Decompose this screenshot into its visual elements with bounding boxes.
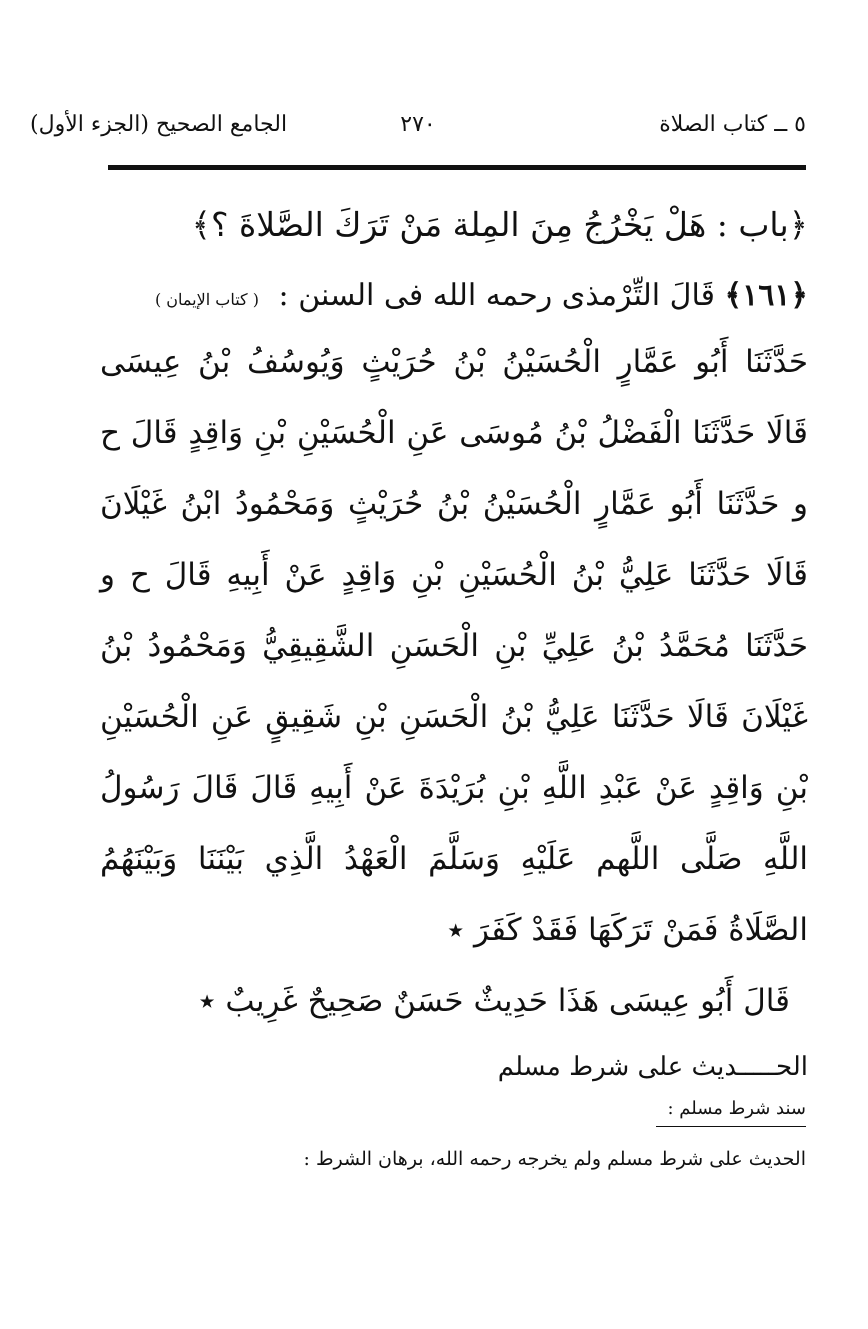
hadith-line: الصَّلَاةُ فَمَنْ تَرَكَهَا فَقَدْ كَفَرَ ٭ <box>447 912 808 948</box>
main-text <box>100 185 808 1097</box>
hadith-status: الحـــــديث على شرط مسلم <box>497 1052 808 1082</box>
hadith-grading: قَالَ أَبُو عِيسَى هَذَا حَدِيثٌ حَسَنٌ صَحِيحٌ غَرِيبٌ ٭ <box>198 983 790 1019</box>
hadith-line: غَيْلَانَ قَالَا حَدَّثَنَا عَلِيُّ بْنُ الْحَسَنِ بْنِ شَقِيقٍ عَنِ الْحُسَيْنِ <box>100 699 808 735</box>
hadith-heading <box>100 265 808 327</box>
hadith-intro: قَالَ التِّرْمذى رحمه الله فى السنن : <box>278 278 715 313</box>
hadith-line: حَدَّثَنَا أَبُو عَمَّارٍ الْحُسَيْنُ بْنُ حُرَيْثٍ وَيُوسُفُ بْنُ عِيسَى <box>100 344 808 380</box>
hadith-line: بْنِ وَاقِدٍ عَنْ عَبْدِ اللَّهِ بْنِ بُرَيْدَةَ عَنْ أَبِيهِ قَالَ قَالَ رَسُولُ <box>100 770 808 806</box>
hadith-number: ﴿١٦١﴾ <box>724 278 808 313</box>
hadith-line: قَالَا حَدَّثَنَا عَلِيُّ بْنُ الْحُسَيْنِ بْنِ وَاقِدٍ عَنْ أَبِيهِ قَالَ ح و <box>100 557 808 593</box>
footnote <box>60 1092 806 1179</box>
hadith-line: و حَدَّثَنَا أَبُو عَمَّارٍ الْحُسَيْنُ بْنُ حُرَيْثٍ وَمَحْمُودُ ابْنُ غَيْلَانَ <box>100 486 808 522</box>
source-reference: ( كتاب الإيمان ) <box>154 290 259 309</box>
footnote-text: الحديث على شرط مسلم ولم يخرجه رحمه الله، برهان الشرط : <box>303 1148 806 1170</box>
hadith-line: اللَّهِ صَلَّى اللَّهم عَلَيْهِ وَسَلَّمَ الْعَهْدُ الَّذِي بَيْنَنَا وَبَيْنَهُمُ <box>100 841 808 877</box>
page-header <box>30 112 806 156</box>
header-chapter: ٥ ــ كتاب الصلاة <box>659 112 806 137</box>
hadith-line: قَالَا حَدَّثَنَا الْفَضْلُ بْنُ مُوسَى عَنِ الْحُسَيْنِ بْنِ وَاقِدٍ قَالَ ح <box>100 415 808 451</box>
footnote-heading: سند شرط مسلم : <box>656 1092 806 1127</box>
chapter-title: ﴿باب : هَلْ يَخْرُجُ مِنَ المِلة مَنْ تَرَكَ الصَّلاةَ ؟﴾ <box>191 205 808 244</box>
header-book-title: الجامع الصحيح (الجزء الأول) <box>30 112 288 137</box>
header-rule <box>108 165 806 170</box>
page-number: ٢٧٠ <box>400 112 436 137</box>
hadith-line: حَدَّثَنَا مُحَمَّدُ بْنُ عَلِيِّ بْنِ الْحَسَنِ الشَّقِيقِيُّ وَمَحْمُودُ بْنُ <box>100 628 808 664</box>
